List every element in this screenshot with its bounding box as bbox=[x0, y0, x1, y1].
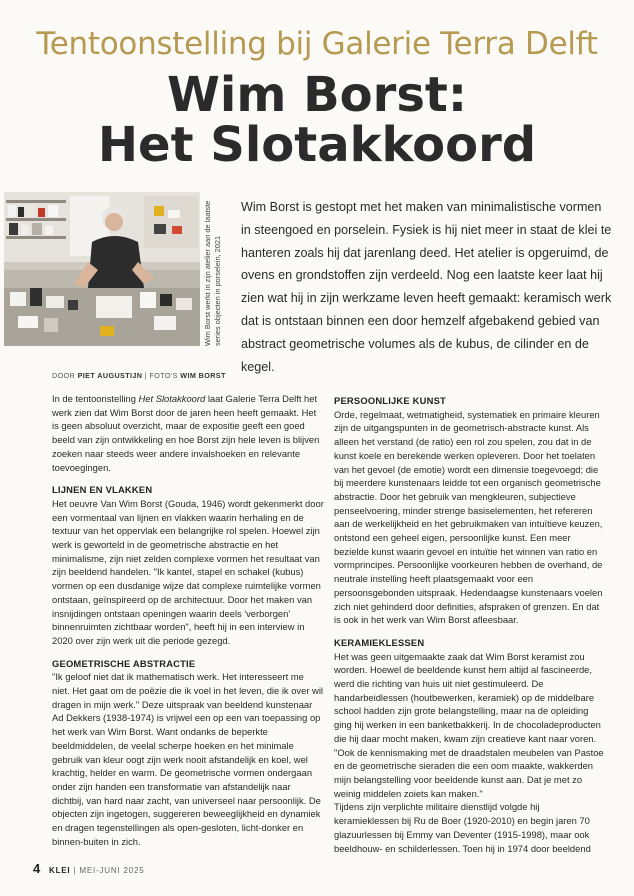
magazine-name: KLEI bbox=[49, 866, 71, 875]
article-kicker: Tentoonstelling bij Galerie Terra Delft bbox=[36, 26, 598, 62]
heading-geometrische: GEOMETRISCHE ABSTRACTIE bbox=[52, 657, 196, 669]
article-title bbox=[0, 67, 634, 173]
page-number: 4 bbox=[33, 861, 42, 876]
page-footer: 4 KLEI | MEI-JUNI 2025 bbox=[33, 861, 145, 876]
column-left bbox=[52, 392, 324, 849]
paragraph-intro: In de tentoonstelling Het Slotakkoord laat Galerie Terra Delft het werk zien dat Wim Borst door de jaren heen heeft gemaakt. Het is geen absoluut overzicht, maar de expositie geeft een goed beeld van zijn ontwikkeling en hoe Borst zijn hele leven is blijven zoeken naar steeds weer andere invalshoeken en relevante toevoegingen. bbox=[52, 393, 320, 473]
heading-keramieklessen: KERAMIEKLESSEN bbox=[334, 636, 425, 648]
heading-lijnen: LIJNEN EN VLAKKEN bbox=[52, 484, 153, 496]
byline-author: PIET AUGUSTIJN bbox=[77, 371, 143, 380]
paragraph-keramieklessen-1: Het was geen uitgemaakte zaak dat Wim Borst keramist zou worden. Hoewel de beeldende kunst hem altijd al fascineerde, werd die richting van huis uit niet gestimuleerd. De handarbeidlessen (houtbewerken, keramiek) op de middelbare school hadden zijn grote belangstelling, maar na de opleiding ging hij werken in een banketbakkerij. In de chocoladeproducten die hij daar mocht maken, kwam zijn creatieve kant naar voren. "Ook de kennismaking met de draadstalen meubelen van Pastoe en de geometrische sieraden die een oom maakte, wakkerden mijn belangstelling voor beeldende kunst aan. Dat je met zo weinig middelen zoiets kan maken." bbox=[334, 650, 604, 799]
paragraph-lijnen: Het oeuvre Van Wim Borst (Gouda, 1946) wordt gekenmerkt door een vormentaal van lijnen en vlakken waarin herhaling en de textuur van het oppervlak een belangrijke rol spelen. Hoewel zijn werk is geworteld in de geometrische abstractie en het minimalisme, zijn niet zelden complexe vormen het resultaat van zijn beeldend handelen. "Ik kantel, stapel en schakel (kubus) vormen op een dusdanige wijze dat complexe ruimtelijke vormen ontstaan, geïnspireerd op de architectuur. Door het maken van insnijdingen ontstaan openingen waarin deels 'verborgen' binnenruimten zichtbaar worden", heeft hij in een interview in 2020 over zijn werk uit die periode gezegd. bbox=[52, 497, 324, 646]
byline-photographer: WIM BORST bbox=[180, 371, 226, 380]
title-line-2: Het Slotakkoord bbox=[97, 117, 537, 173]
atelier-photo bbox=[4, 192, 200, 346]
byline: DOOR PIET AUGUSTIJN | FOTO'S WIM BORST bbox=[52, 371, 226, 380]
paragraph-keramieklessen-2: Tijdens zijn verplichte militaire dienstlijd volgde hij keramieklessen bij Ru de Boer (1920-2010) en begin jaren 70 glazuurlessen bij Emmy van Deventer (1915-1998), maar ook beeldhouw- en schilderlessen. Toen hij in 1974 door beeldend bbox=[334, 801, 591, 854]
article-intro: Wim Borst is gestopt met het maken van minimalistische vormen in steengoed en porselein. Fysiek is hij niet meer in staat de klei te hanteren zoals hij dat jarenlang deed. Het atelier is opgeruimd, de ovens en grondstoffen zijn verdeeld. Nog een laatste keer laat hij zien wat hij in zijn werkzame leven heeft gemaakt: keramisch werk dat is ontstaan binnen een door hemzelf afgebakend gebied van abstract geometrische volumes als de kubus, de cilinder en de kegel. bbox=[241, 200, 612, 374]
issue-date: MEI-JUNI 2025 bbox=[79, 866, 145, 875]
paragraph-geometrische: "Ik geloof niet dat ik mathematisch werk. Het interesseert me niet. Het gaat om de poëzie die ik voel in het leven, die ik over wil dragen in mijn werk." Deze uitspraak van beeldend kunstenaar Ad Dekkers (1938-1974) is vrijwel een op een van toepassing op het werk van Wim Borst. Want ondanks de beperkte beeldmiddelen, de veelal scherpe hoeken en het minimale gebruik van kleur oogt zijn werk nooit afstandelijk en koel, wel krachtig, helder en warm. De geometrische vormen ondergaan onder zijn handen een transformatie van afstandelijk naar dichtbij, van hard naar zacht, van universeel naar persoonlijk. De objecten zijn ingetogen, suggereren beweeglijkheid en dynamiek en dragen tegenstellingen als open-gesloten, licht-donker en binnen-buiten in zich. bbox=[52, 671, 323, 847]
photo-caption: Wim Borst werkt in zijn atelier aan de laatste series objecten in porselein, 2021 bbox=[203, 200, 222, 346]
heading-persoonlijke: PERSOONLIJKE KUNST bbox=[334, 395, 446, 406]
column-right bbox=[334, 394, 606, 855]
exhibition-title: Het Slotakkoord bbox=[138, 393, 206, 404]
paragraph-persoonlijke: Orde, regelmaat, wetmatigheid, systematiek en primaire kleuren zijn de uitgangspunten in de geometrisch-abstracte kunst. Als alleen het verstand (de ratio) een rol zou spelen, zou dat in de kunst koele en berekende werken opleveren. Door het toelaten van het gevoel (de emotie) wordt een dimensie toegevoegd; die bij meerdere kunstenaars leidde tot een organisch geometrische abstractie. Door het gebruik van mengkleuren, subjectieve penseelvoering, minder strenge basiselementen, het refereren aan de werkelijkheid en het gebruikmaken van intuïtieve keuzen, ontstond een geheel eigen, persoonlijke kunst. Een meer bezielde kunst waarin gevoel en intuïtie het winnen van ratio en vormprincipes. Persoonlijke voorkeuren hebben de overhand, de neutrale instelling heeft plaatsgemaakt voor een persoonsgebonden uitspraak. Hedendaagse kunstenaars voelen zich niet gehinderd door definities, afspraken of grenzen. En dat is ook in het werk van Wim Borst afleesbaar. bbox=[334, 408, 603, 626]
title-line-1: Wim Borst: bbox=[166, 67, 468, 123]
